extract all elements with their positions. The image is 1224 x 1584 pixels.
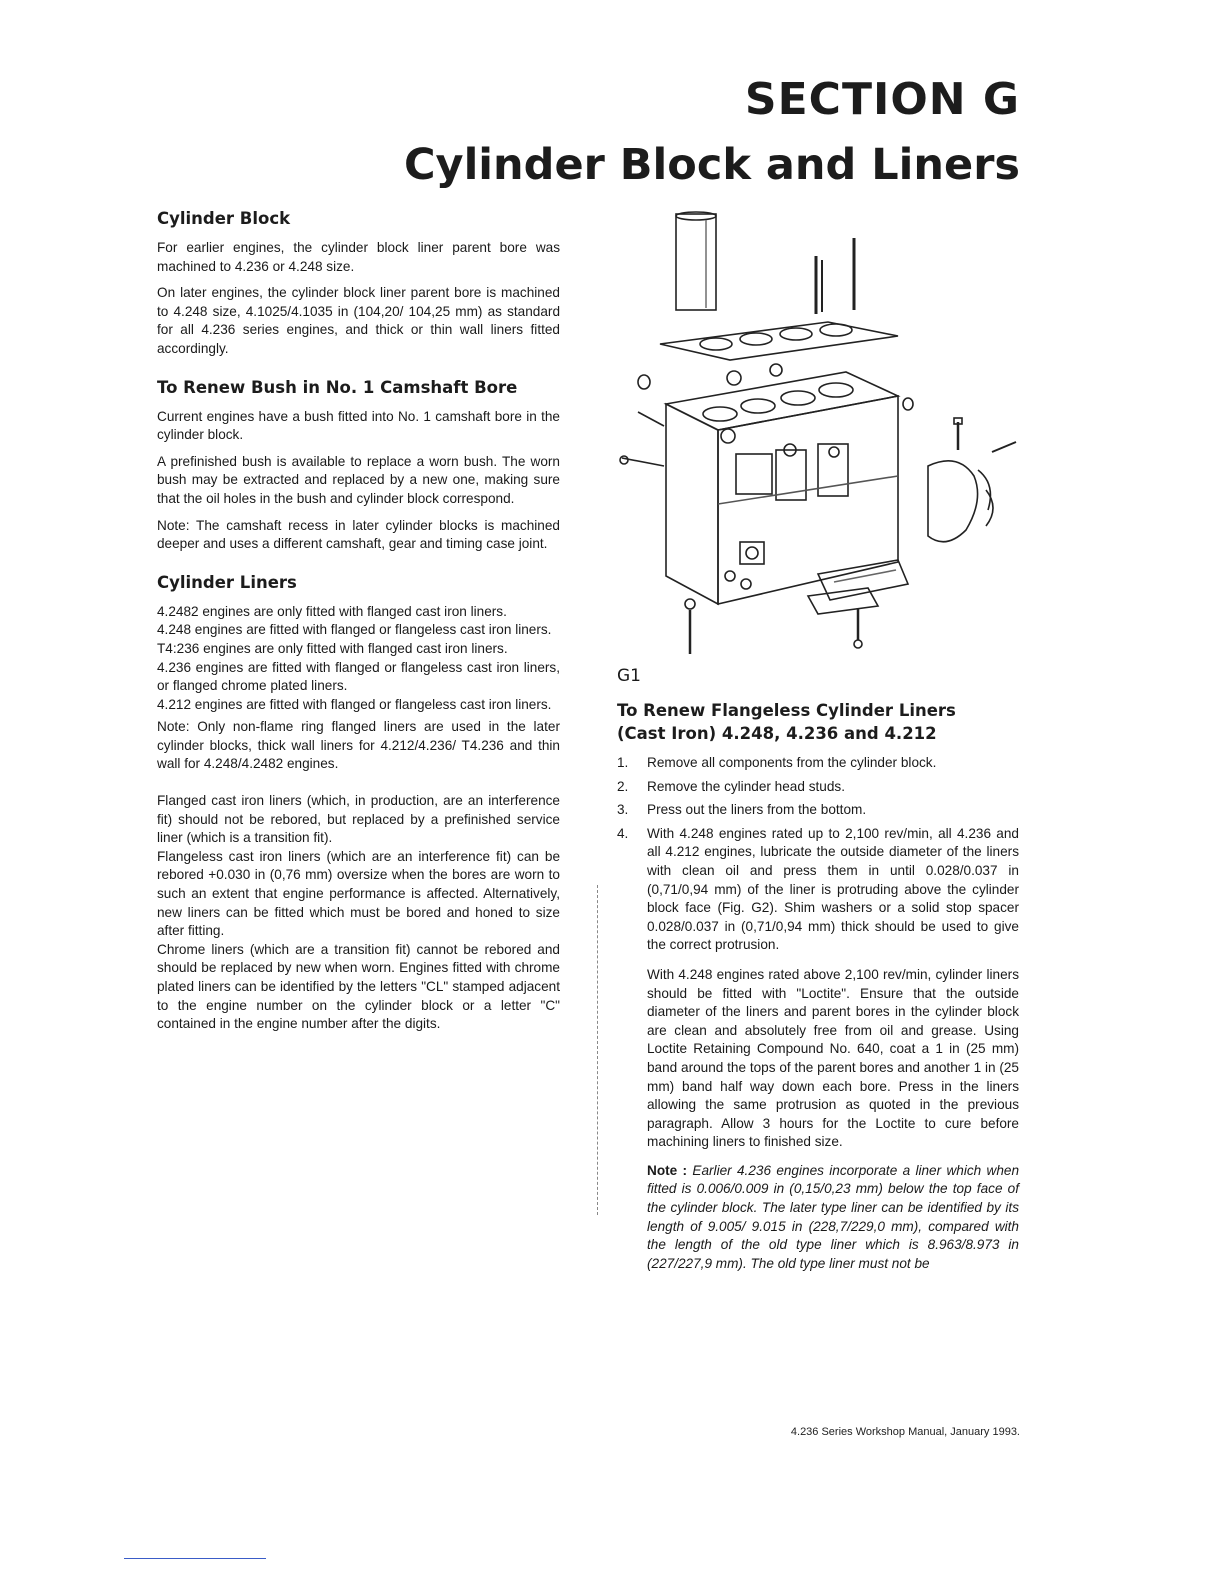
step-item: 4. With 4.248 engines rated up to 2,100 rev/min, all 4.236 and all 4.212 engines, lubricate the outside diameter of the liners with clean oil and press them in until 0.028/0.037 in (0,71/0,94 mm) of the liner is protruding above the cylinder block face (Fig. G2). Shim washers or a solid stop spacer 0.028/0.037 in (0,71/0,94 mm) thick should be used to give the correct protrusion.	[617, 825, 1019, 953]
cylinder-block-exploded-diagram	[608, 204, 1020, 664]
paragraph: 4.236 engines are fitted with flanged or flangeless cast iron liners, or flanged chrome plated liners.	[157, 659, 560, 694]
paragraph: On later engines, the cylinder block liner parent bore is machined to 4.248 size, 4.1025/4.1035 in (104,20/ 104,25 mm) as standard for all 4.236 series engines, and thick or thin wall liners fitted accordingly.	[157, 285, 560, 356]
heading-cylinder-block: Cylinder Block	[157, 209, 291, 228]
page-title: Cylinder Block and Liners	[403, 140, 1020, 190]
paragraph: 4.212 engines are fitted with flanged or flangeless cast iron liners.	[157, 696, 552, 712]
liner-drawing	[676, 214, 716, 310]
steps-list	[617, 754, 1019, 955]
step-item: 3. Press out the liners from the bottom.	[617, 802, 867, 818]
section-label: SECTION G	[744, 74, 1020, 125]
figure-label: G1	[617, 666, 641, 686]
footer-text: 4.236 Series Workshop Manual, January 1993.	[790, 1426, 1020, 1438]
gasket-drawing	[660, 322, 898, 360]
paragraph: Note: The camshaft recess in later cylinder blocks is machined deeper and uses a different camshaft, gear and timing case joint.	[157, 517, 560, 552]
margin-rule	[597, 885, 599, 1215]
paragraph: Flanged cast iron liners (which, in production, are an interference fit) should not be rebored, but replaced by a prefinished service liner (which is a transition fit).	[157, 793, 560, 846]
paragraph: Current engines have a bush fitted into No. 1 camshaft bore in the cylinder block.	[157, 408, 560, 443]
note-paragraph	[617, 1162, 1019, 1274]
paragraph: For earlier engines, the cylinder block liner parent bore was machined to 4.236 or 4.248 size.	[157, 240, 560, 274]
paragraph: T4:236 engines are only fitted with flanged cast iron liners.	[157, 640, 508, 656]
step-item: 1. Remove all components from the cylinder block.	[617, 755, 937, 770]
paragraph: 4.248 engines are fitted with flanged or flangeless cast iron liners.	[157, 622, 552, 638]
heading-cylinder-liners: Cylinder Liners	[157, 572, 297, 592]
footer-rule	[124, 1558, 266, 1559]
paragraph: Chrome liners (which are a transition fit) cannot be rebored and should be replaced by new when worn. Engines fitted with chrome plated liners can be identified by the letters "CL" stamped adjacent to the engine number on the cylinder block or a letter "C" contained in the engine number after the digits.	[157, 941, 560, 1032]
paragraph: Flangeless cast iron liners (which are an interference fit) can be rebored +0.030 in (0,76 mm) oversize when the bores are worn to such an extent that engine performance is affected. Alternatively, new liners can be fitted which must be bored and honed to size after fitting.	[157, 848, 560, 939]
paragraph: 4.2482 engines are only fitted with flanged cast iron liners.	[157, 603, 507, 619]
step-item: 2. Remove the cylinder head studs.	[617, 778, 845, 794]
paragraph: Note: Only non-flame ring flanged liners are used in the later cylinder blocks, thick wall liners for 4.212/4.236/ T4.236 and thin wall for 4.248/4.2482 engines.	[157, 719, 560, 772]
paragraph-loctite: With 4.248 engines rated above 2,100 rev/min, cylinder liners should be fitted with "Loctite". Ensure that the outside diameter of the liners and parent bores in the cylinder block are clean and absolutely free from oil and grease. Using Loctite Retaining Compound No. 640, coat a 1 in (25 mm) band around the tops of the parent bores and another 1 in (25 mm) band half way down each bore. Press in the liners allowing the same protrusion as quoted in the previous paragraph. Allow 3 hours for the Loctite to cure before machining liners to finished size.	[647, 966, 1019, 1150]
left-column	[157, 208, 560, 1034]
heading-renew-bush: To Renew Bush in No. 1 Camshaft Bore	[157, 377, 518, 397]
note-label: Note :	[647, 1162, 688, 1178]
right-column	[617, 700, 1019, 1273]
heading-renew-flangeless-subtitle: (Cast Iron) 4.248, 4.236 and 4.212	[617, 724, 937, 743]
note-text: Earlier 4.236 engines incorporate a liner which when fitted is 0.006/0.009 in (0,15/0,23 mm) below the top face of the cylinder block. The later type liner can be identified by its length of 9.005/ 9.015 in (228,7/229,0 mm), compared with the length of the old type liner which is 8.963/8.973 in (227/227,9 mm). The old type liner must not be	[647, 1162, 1020, 1271]
paragraph: A prefinished bush is available to replace a worn bush. The worn bush may be extracted and replaced by a new one, making sure that the oil holes in the bush and cylinder block correspond.	[157, 453, 560, 506]
heading-renew-flangeless: To Renew Flangeless Cylinder Liners	[617, 701, 956, 720]
